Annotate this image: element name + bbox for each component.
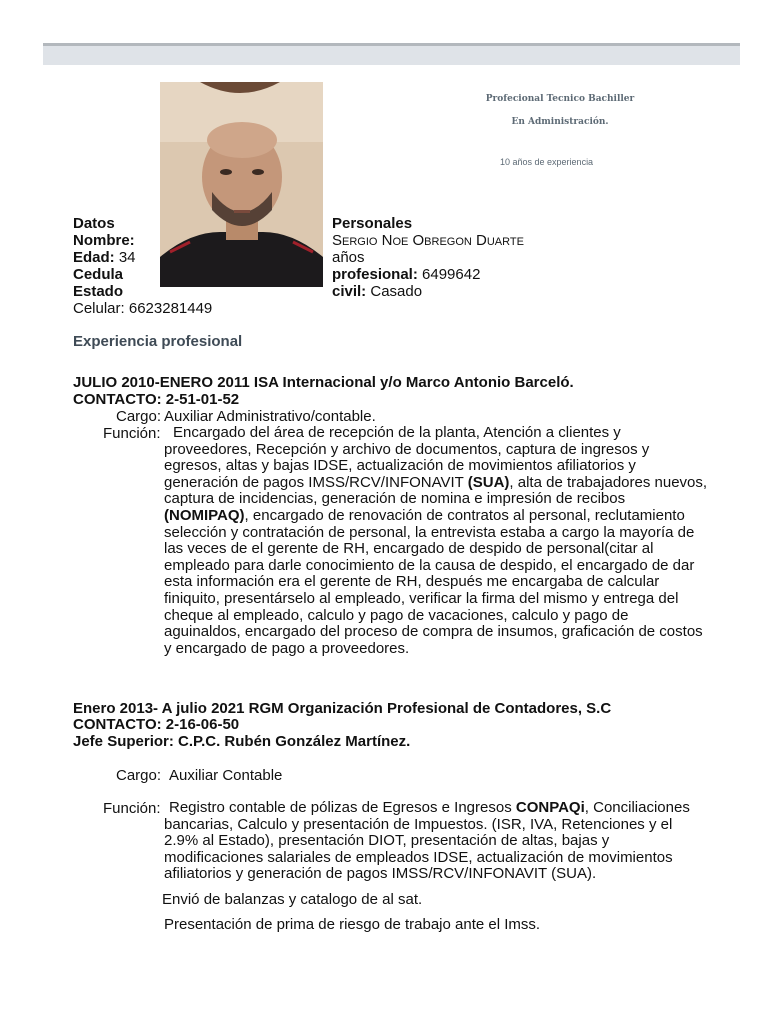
header-bar <box>43 43 740 65</box>
experience-section-title: Experiencia profesional <box>73 333 243 350</box>
job1-contact: CONTACTO: 2-51-01-52 <box>73 391 240 408</box>
job1-cargo-label: Cargo: <box>116 408 162 425</box>
job2-cargo-value: Auxiliar Contable <box>169 767 283 784</box>
job1-heading: JULIO 2010-ENERO 2011 ISA Internacional y/o Marco Antonio Barceló. <box>73 374 574 391</box>
job2-funcion-label: Función: <box>103 800 161 817</box>
title-line-2: En Administración. <box>511 117 609 127</box>
job1-funcion-label: Función: <box>103 425 161 442</box>
job1-cargo-value: Auxiliar Administrativo/contable. <box>164 408 376 425</box>
name-value: Sergio Noe Obregon Duarte <box>332 232 524 249</box>
estado-label-right: civil: <box>332 283 367 300</box>
cedula-label: Cedula <box>73 266 124 283</box>
personal-section-right: Personales <box>332 215 413 232</box>
age-label: Edad: <box>73 249 115 266</box>
job2-heading: Enero 2013- A julio 2021 RGM Organización Profesional de Contadores, S.C <box>73 700 612 717</box>
job2-cargo-label: Cargo: <box>116 767 162 784</box>
job2-extra-1: Envió de balanzas y catalogo de al sat. <box>162 891 423 908</box>
portrait-image <box>160 82 323 287</box>
personal-section-left: Datos <box>73 215 115 232</box>
job2-funcion-text: Registro contable de pólizas de Egresos e Ingresos CONPAQi, Conciliaciones bancarias, Calculo y presentación de Impuestos. (ISR, IVA, Retenciones y el 2.9% al Estado), presentación DIOT, presentación de altas, bajas y modificaciones salariales de empleados IDSE, actualización de movimientos afiliatorios y generación de pagos IMSS/RCV/INFONAVIT (SUA). <box>164 799 690 883</box>
cedula-value: 6499642 <box>422 266 481 283</box>
cedula-label-right: profesional: <box>332 266 418 283</box>
job2-boss: Jefe Superior: C.P.C. Rubén González Martínez. <box>73 733 411 750</box>
title-line-1: Profecional Tecnico Bachiller <box>485 94 635 104</box>
estado-value: Casado <box>370 283 423 300</box>
age-value: 34 <box>118 249 136 266</box>
job2-extra-2: Presentación de prima de riesgo de trabajo ante el Imss. <box>164 916 541 933</box>
profile-photo <box>160 82 323 287</box>
phone: Celular: 6623281449 <box>73 300 213 317</box>
job2-contact: CONTACTO: 2-16-06-50 <box>73 716 240 733</box>
experience-years: 10 años de experiencia <box>500 157 594 167</box>
job1-funcion-text: Encargado del área de recepción de la planta, Atención a clientes y proveedores, Recepción y archivo de documentos, captura de ingresos y egresos, altas y bajas IDSE, actualización de movimientos afiliatorios y generación de pagos IMSS/RCV/INFONAVIT (SUA), alta de trabajadores nuevos, captura de incidencias, generación de nomina e impresión de recibos (NOMIPAQ), encargado de renovación de contratos al personal, reclutamiento selección y contratación de personal, la entrevista estaba a cargo la mayoría de las veces de el gerente de RH, encargado de despido de personal(citar al empleado para darle conocimiento de la causa de despido, el encargado de dar esta información era el gerente de RH, después me encargaba de calcular finiquito, presentárselo al empleado, verificar la firma del mismo y entrega del cheque al empleado, calculo y pago de vacaciones, calculo y pago de aguinaldos, encargado del proceso de compra de insumos, graficación de costos y encargado de pago a proveedores. <box>164 424 708 657</box>
age-unit: años <box>332 249 365 266</box>
estado-label: Estado <box>73 283 124 300</box>
name-label: Nombre: <box>73 232 135 249</box>
